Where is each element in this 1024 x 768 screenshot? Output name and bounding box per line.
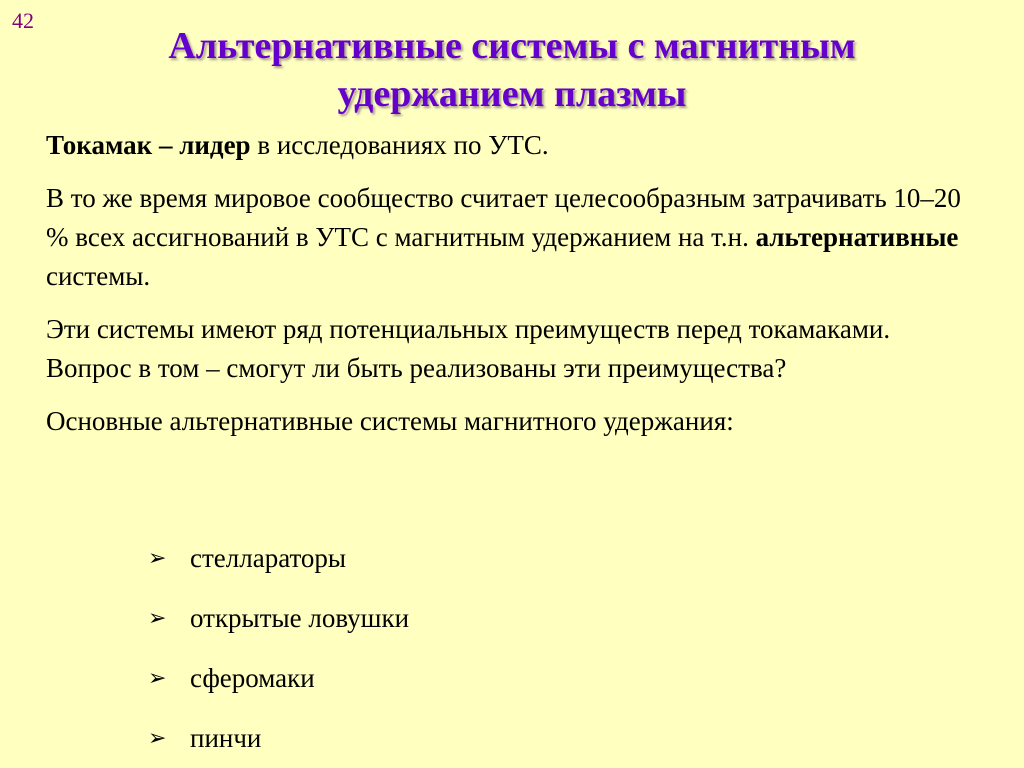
paragraph-tokamak [46,126,976,165]
slide-body [46,126,976,455]
bold-text: Токамак – лидер [46,130,251,160]
slide-title [0,22,1024,118]
paragraph-advantages: Эти системы имеют ряд потенциальных преимуществ перед токамаками. Вопрос в том – смогут ли быть реализованы эти преимущества? [46,314,891,383]
list-item [148,708,409,768]
arrow-bullet-icon: ➢ [148,725,167,750]
paragraph-text: в исследованиях по УТС. [250,130,549,160]
arrow-bullet-icon: ➢ [148,665,167,690]
paragraph-text: В то же время мировое сообщество считает целесообразным затрачивать 10–20 % всех ассигнований в УТС с магнитным удержанием на т.н. [46,183,961,252]
paragraph-world-community [46,179,976,296]
title-line-1: Альтернативные системы с магнитным [168,25,856,67]
list-item-label: открытые ловушки [190,602,410,633]
bold-text: альтернативные [755,222,959,252]
arrow-bullet-icon: ➢ [148,605,167,630]
bullet-list [148,528,409,768]
paragraph-text: системы. [46,261,151,291]
list-item-label: сферомаки [190,662,315,693]
slide-number: 42 [12,8,34,33]
title-line-2: удержанием плазмы [337,73,687,115]
list-item-label: стеллараторы [190,542,347,573]
list-item [148,588,409,648]
list-item [148,528,409,588]
paragraph-main-systems: Основные альтернативные системы магнитного удержания: [46,406,734,436]
list-item-label: пинчи [190,722,262,753]
list-item [148,648,409,708]
arrow-bullet-icon: ➢ [148,545,167,570]
